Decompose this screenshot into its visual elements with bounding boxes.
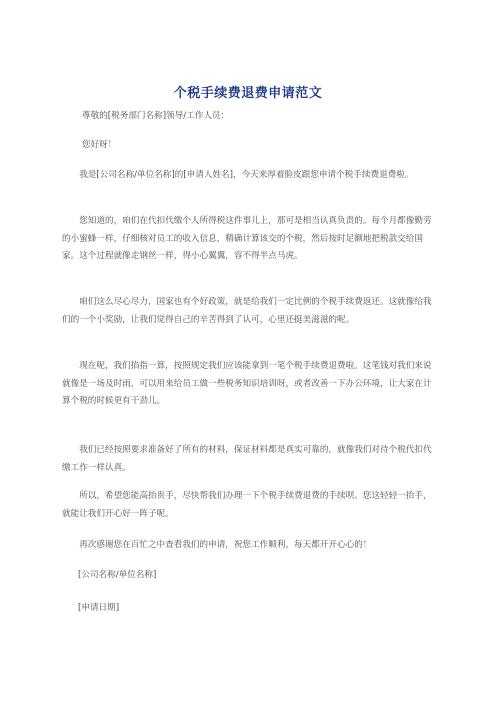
signature-date: [申请日期] bbox=[78, 603, 120, 613]
paragraph-3: 咱们这么尽心尽力，国家也有个好政策，就是给我们一定比例的个税手续费返还。这就像给我们的一个小奖励，让我们觉得自己的辛苦得到了认可，心里还挺美滋滋的呢。 bbox=[62, 297, 432, 325]
paragraph-5: 我们已经按照要求准备好了所有的材料，保证材料都是真实可靠的，就像我们对待个税代扣代缴工作一样认真。 bbox=[62, 445, 432, 473]
greeting: 您好呀！ bbox=[82, 140, 117, 150]
paragraph-6: 所以，希望您能高抬贵手，尽快帮我们办理一下个税手续费退费的手续呗。您这轻轻一抬手，就能让我们开心好一阵子呢。 bbox=[62, 491, 432, 519]
document-title: 个税手续费退费申请范文 bbox=[173, 86, 323, 101]
salutation: 尊敬的[税务部门名称]领导/工作人员： bbox=[82, 111, 230, 121]
paragraph-1: 我是[公司名称/单位名称]的[申请人姓名]，今天来厚着脸皮跟您申请个税手续费退费啦。 bbox=[79, 170, 414, 180]
signature-org: [公司名称/单位名称] bbox=[78, 570, 157, 580]
paragraph-2: 您知道的，咱们在代扣代缴个人所得税这件事儿上，那可是相当认真负责的。每个月都像勤劳的小蜜蜂一样，仔细核对员工的收入信息，精确计算该交的个税，然后按时足额地把税款交给国家。这个过程就像走钢丝一样，得小心翼翼，容不得半点马虎。 bbox=[62, 216, 432, 261]
closing-paragraph: 再次感谢您在百忙之中查看我们的申请，祝您工作顺利，每天都开开心心的！ bbox=[79, 540, 372, 550]
paragraph-4: 现在呢，我们掐指一算，按照规定我们应该能拿到一笔个税手续费退费啦。这笔钱对我们来说就像是一场及时雨，可以用来给员工做一些税务知识培训呀，或者改善一下办公环境，让大家在计算个税的时候更有干劲儿。 bbox=[62, 361, 432, 406]
